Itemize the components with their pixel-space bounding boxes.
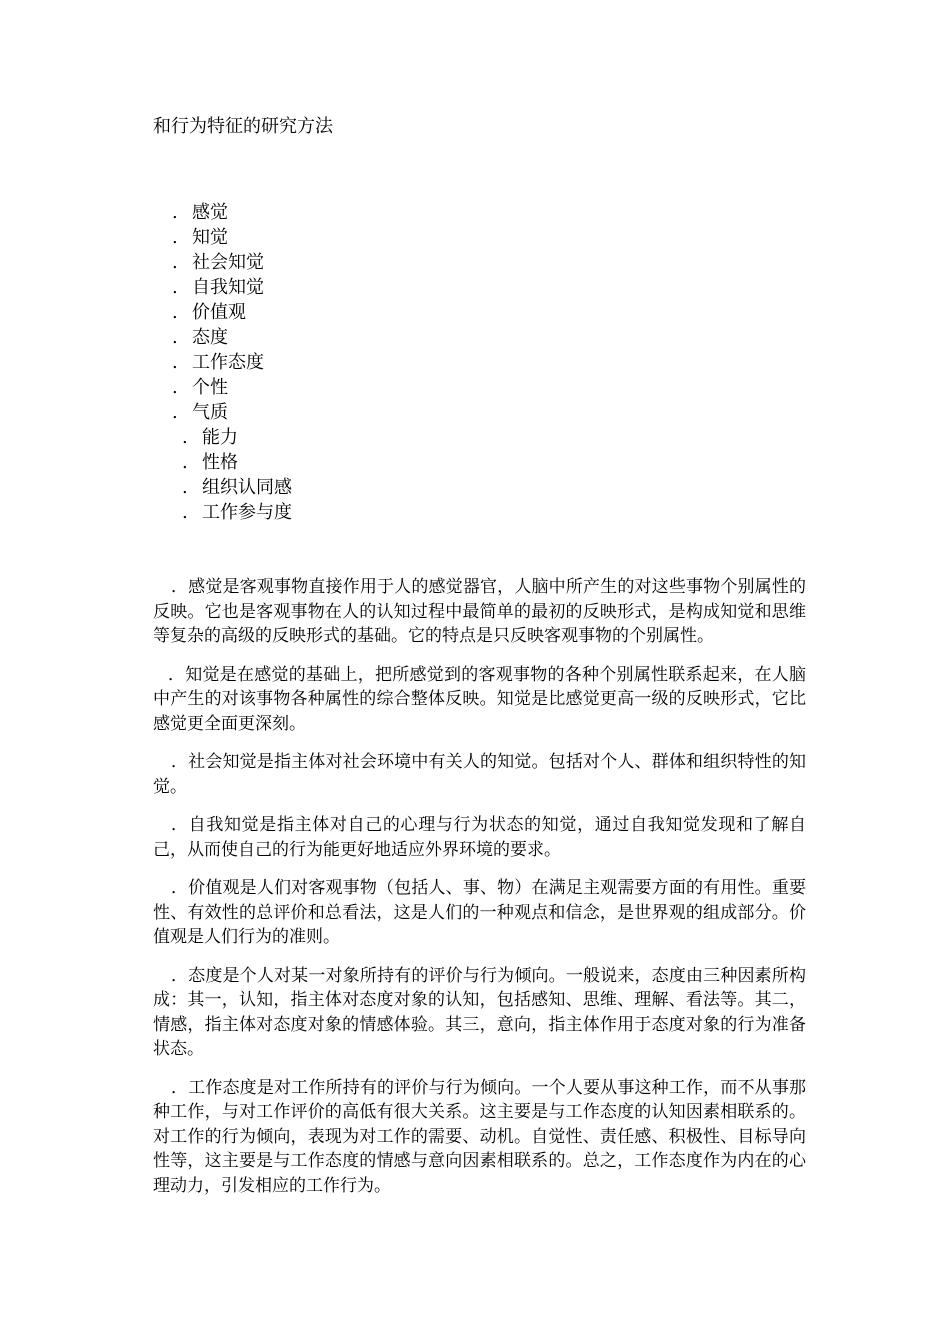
definition-paragraph-work-attitude: ．工作态度是对工作所持有的评价与行为倾向。一个人要从事这种工作，而不从事那种工作，与对工作评价的高低有很大关系。这主要是与工作态度的认知因素相联系的。对工作的行为倾向，表现为对工作的需要、动机。自觉性、责任感、积极性、目标导向性等，这主要是与工作态度的情感与意向因素相联系的。总之，工作态度作为内在的心理动力，引发相应的工作行为。 [153, 1077, 806, 1196]
definition-paragraph-attitude: ．态度是个人对某一对象所持有的评价与行为倾向。一般说来，态度由三种因素所构成：其一，认知，指主体对态度对象的认知，包括感知、思维、理解、看法等。其二，情感，指主体对态度对象的情感体验。其三，意向，指主体作用于态度对象的行为准备状态。 [153, 965, 806, 1059]
term-label: 工作参与度 [202, 502, 292, 523]
term-list-item [172, 400, 292, 425]
term-list-item [172, 450, 292, 475]
term-list-item [172, 350, 292, 375]
term-label: 社会知觉 [192, 252, 264, 273]
term-label: 工作态度 [192, 352, 264, 373]
definition-paragraph-sensation: ．感觉是客观事物直接作用于人的感觉器官，人脑中所产生的对这些事物个别属性的反映。它也是客观事物在人的认知过程中最简单的最初的反映形式，是构成知觉和思维等复杂的高级的反映形式的基础。它的特点是只反映客观事物的个别属性。 [153, 577, 806, 646]
list-bullet: . [172, 227, 178, 248]
list-bullet: . [182, 502, 188, 523]
term-label: 能力 [202, 427, 238, 448]
list-bullet: . [182, 452, 188, 473]
term-label: 价值观 [192, 302, 246, 323]
list-bullet: . [172, 302, 178, 323]
term-label: 感觉 [192, 202, 228, 223]
list-bullet: . [172, 402, 178, 423]
term-list-item [172, 300, 292, 325]
term-list-item [172, 325, 292, 350]
section-heading: 和行为特征的研究方法 [153, 116, 333, 137]
term-label: 个性 [192, 377, 228, 398]
term-list-item [172, 425, 292, 450]
term-label: 气质 [192, 402, 228, 423]
definition-paragraph-social-perception: ．社会知觉是指主体对社会环境中有关人的知觉。包括对个人、群体和组织特性的知觉。 [153, 752, 806, 797]
term-list-item [172, 475, 292, 500]
definition-paragraph-self-perception: ．自我知觉是指主体对自己的心理与行为状态的知觉，通过自我知觉发现和了解自己，从而使自己的行为能更好地适应外界环境的要求。 [153, 815, 806, 860]
term-list-item [172, 225, 292, 250]
term-label: 态度 [192, 327, 228, 348]
term-label: 组织认同感 [202, 477, 292, 498]
definitions-body [153, 575, 806, 1212]
term-list-item [172, 500, 292, 525]
term-label: 自我知觉 [192, 277, 264, 298]
term-list-item [172, 375, 292, 400]
list-bullet: . [172, 377, 178, 398]
definition-paragraph-perception: ．知觉是在感觉的基础上，把所感觉到的客观事物的各种个别属性联系起来，在人脑中产生的对该事物各种属性的综合整体反映。知觉是比感觉更高一级的反映形式，它比感觉更全面更深刻。 [153, 664, 806, 734]
list-bullet: . [172, 252, 178, 273]
list-bullet: . [172, 277, 178, 298]
term-list [172, 200, 292, 525]
list-bullet: . [182, 427, 188, 448]
list-bullet: . [182, 477, 188, 498]
term-list-item [172, 250, 292, 275]
definition-paragraph-values: ．价值观是人们对客观事物（包括人、事、物）在满足主观需要方面的有用性。重要性、有效性的总评价和总看法，这是人们的一种观点和信念，是世界观的组成部分。价值观是人们行为的准则。 [153, 878, 806, 947]
term-label: 性格 [202, 452, 238, 473]
term-list-item [172, 275, 292, 300]
list-bullet: . [172, 327, 178, 348]
term-list-item [172, 200, 292, 225]
list-bullet: . [172, 202, 178, 223]
list-bullet: . [172, 352, 178, 373]
term-label: 知觉 [192, 227, 228, 248]
